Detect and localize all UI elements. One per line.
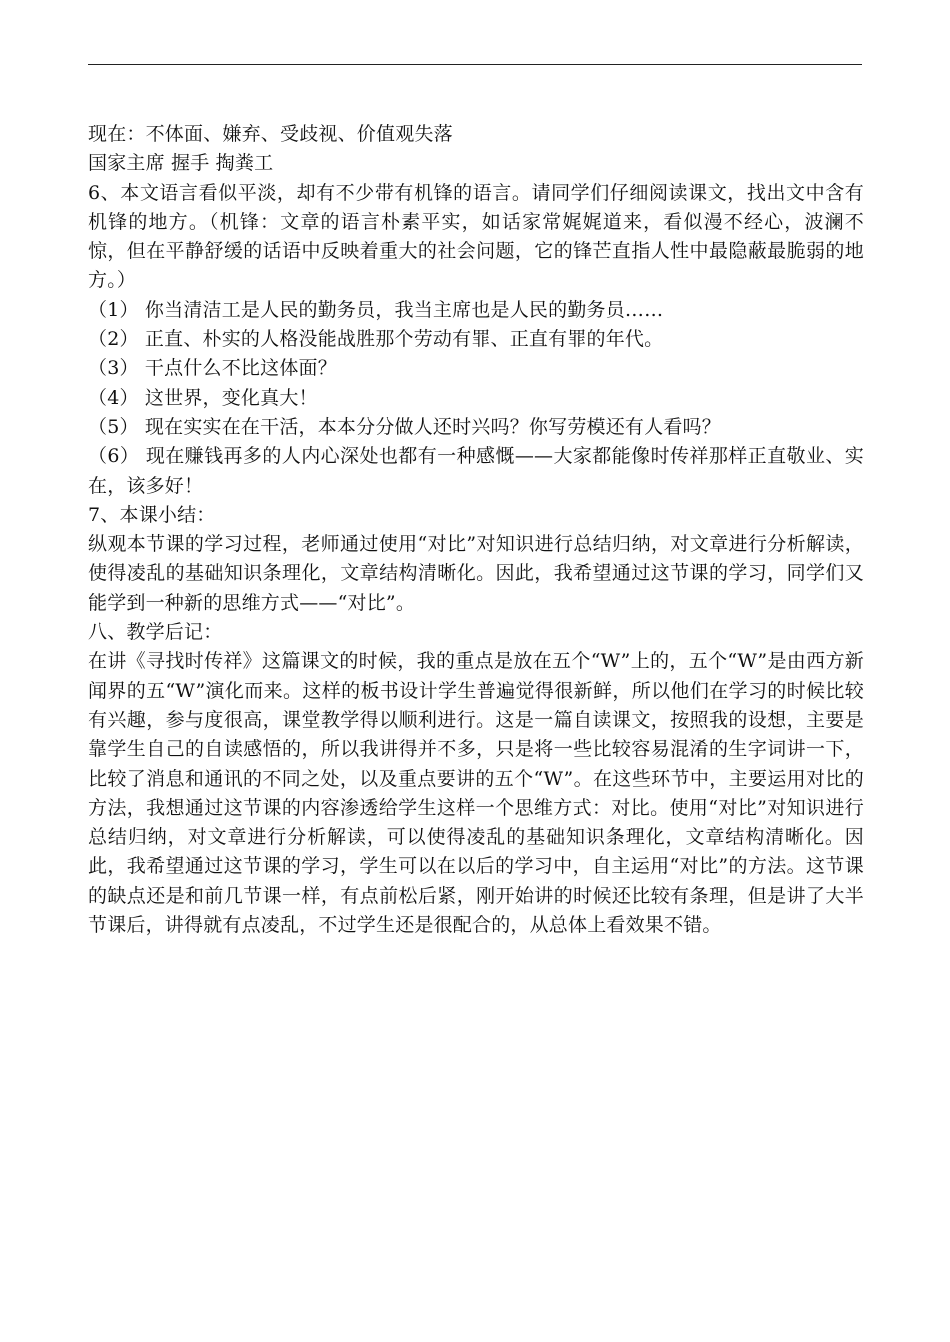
question-6-paragraph: 6、本文语言看似平淡，却有不少带有机锋的语言。请同学们仔细阅读课文，找出文中含有机锋的地方。（机锋：文章的语言朴素平实，如话家常娓娓道来，看似漫不经心，波澜不惊，但在平静舒缓的话语中反映着重大的社会问题，它的锋芒直指人性中最隐蔽最脆弱的地方。） — [88, 181, 864, 292]
list-item-1: （1） 你当清洁工是人民的勤务员，我当主席也是人民的勤务员…… — [88, 298, 664, 321]
section-8-title: 八、教学后记： — [88, 621, 223, 644]
now-line: 现在：不体面、嫌弃、受歧视、价值观失落 — [88, 123, 453, 145]
list-item-3: （3） 干点什么不比这体面？ — [88, 357, 337, 380]
list-item-5: （5） 现在实实在在干活，本本分分做人还时兴吗？你写劳模还有人看吗？ — [88, 415, 721, 438]
list-item-4: （4） 这世界，变化真大！ — [88, 386, 318, 409]
president-line: 国家主席 握手 掏粪工 — [88, 152, 274, 175]
section-8-body: 在讲《寻找时传祥》这篇课文的时候，我的重点是放在五个“W”上的，五个“W”是由西方新闻界的五“W”演化而来。这样的板书设计学生普遍觉得很新鲜，所以他们在学习的时候比较有兴趣，参与度很高，课堂教学得以顺利进行。这是一篇自读课文，按照我的设想，主要是靠学生自己的自读感悟的，所以我讲得并不多，只是将一些比较容易混淆的生字词讲一下，比较了消息和通讯的不同之处，以及重点要讲的五个“W”。在这些环节中，主要运用对比的方法，我想通过这节课的内容渗透给学生这样一个思维方式：对比。使用“对比”对知识进行总结归纳，对文章进行分析解读，可以使得凌乱的基础知识条理化，文章结构清晰化。因此，我希望通过这节课的学习，学生可以在以后的学习中，自主运用“对比”的方法。这节课的缺点还是和前几节课一样，有点前松后紧，刚开始讲的时候还比较有条理，但是讲了大半节课后，讲得就有点凌乱，不过学生还是很配合的，从总体上看效果不错。 — [88, 650, 864, 937]
section-7-title: 7、本课小结： — [88, 503, 216, 526]
document-body — [88, 120, 864, 940]
list-item-2: （2） 正直、朴实的人格没能战胜那个劳动有罪、正直有罪的年代。 — [88, 328, 664, 351]
header-rule — [88, 64, 862, 65]
list-item-6: （6） 现在赚钱再多的人内心深处也都有一种感慨——大家都能像时传祥那样正直敬业、实在，该多好！ — [88, 445, 864, 497]
section-7-body: 纵观本节课的学习过程，老师通过使用“对比”对知识进行总结归纳，对文章进行分析解读，使得凌乱的基础知识条理化，文章结构清晰化。因此，我希望通过这节课的学习，同学们又能学到一种新的思维方式——“对比”。 — [88, 533, 864, 614]
